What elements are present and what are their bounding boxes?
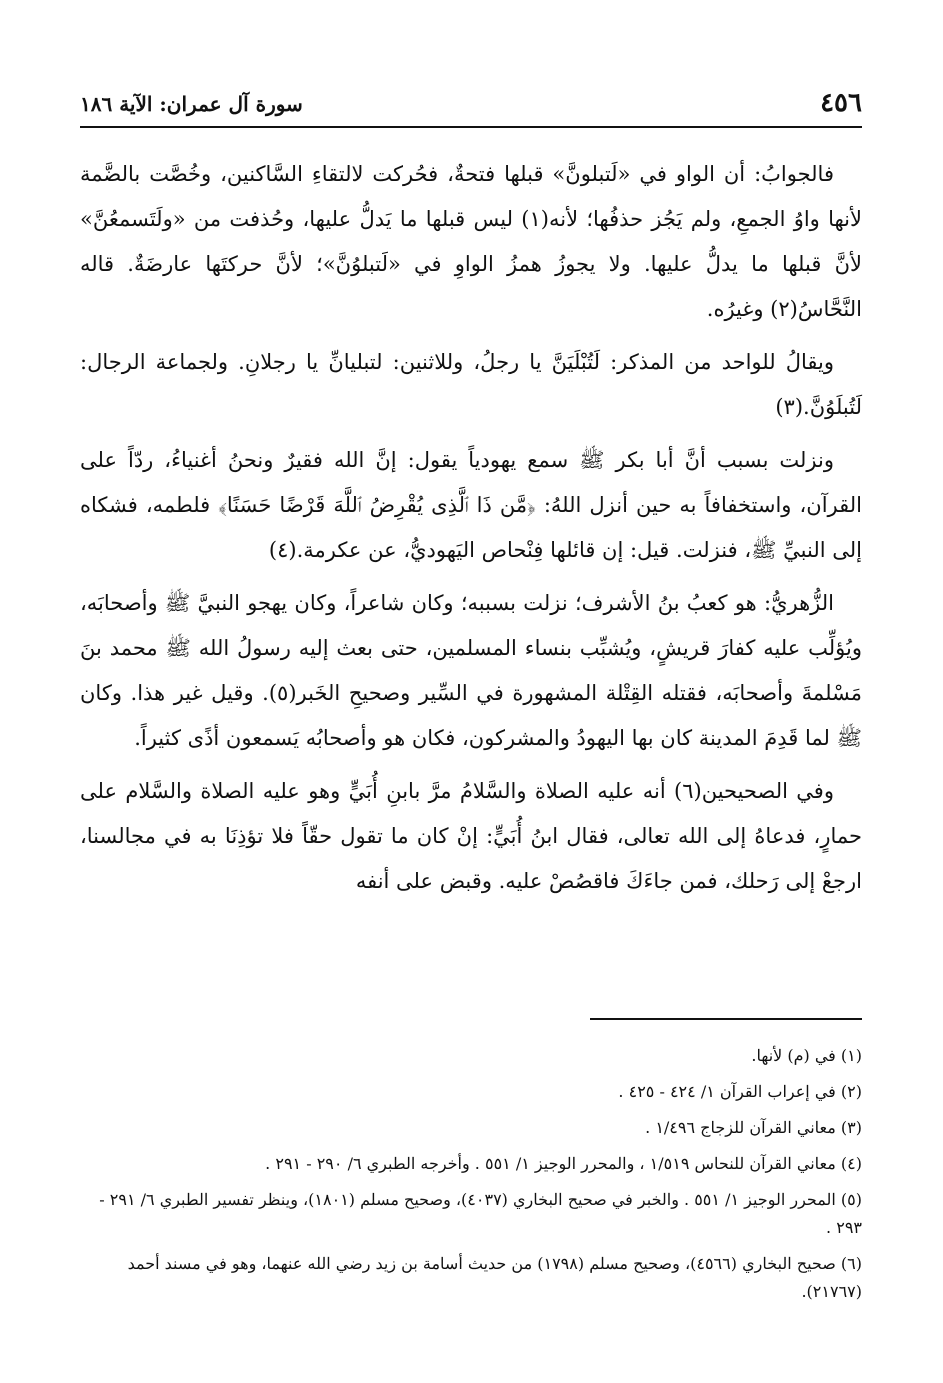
footnote-divider: [590, 1018, 862, 1020]
footnote: (١) في (م) لأنها.: [751, 1046, 862, 1065]
paragraph: فالجوابُ: أن الواو في «لَتبلونَّ» قبلها فتحةٌ، فحُركت لالتقاءِ السَّاكنين، وخُصَّت بالضَّمة لأنها واوُ الجمعِ، ولم يَجُز حذفُها؛ لأنه(١) ليس قبلها ما يَدلُّ عليها، وحُذفت من «ولَتَسمعُنَّ» لأنَّ قبلها ما يدلُّ عليها. ولا يجوزُ همزُ الواوِ في «لَتبلوُنَّ»؛ لأنَّ حركتَها عارضَةٌ. قاله النَّحَّاسُ(٢) وغيرُه.: [80, 162, 863, 321]
header-divider: [80, 126, 862, 128]
main-text: [80, 152, 862, 912]
paragraph: الزُّهريُّ: هو كعبُ بنُ الأشرف؛ نزلت بسببه؛ وكان شاعراً، وكان يهجو النبيَّ ﷺ وأصحابَه، ويُؤلِّب عليه كفارَ قريشٍ، ويُشبِّب بنساء المسلمين، حتى بعث إليه رسولُ الله ﷺ محمد بنَ مَسْلمةَ وأصحابَه، فقتله القِتْلة المشهورة في السِّير وصحيحِ الخَبر(٥). وقيل غير هذا. وكان ﷺ لما قَدِمَ المدينة كان بها اليهودُ والمشركون، فكان هو وأصحابُه يَسمعون أذًى كثيراً.: [80, 591, 863, 750]
surah-title: سورة آل عمران: الآية ١٨٦: [80, 92, 303, 116]
paragraph: وفي الصحيحين(٦) أنه عليه الصلاة والسَّلامُ مرَّ بابنِ أُبَيٍّ وهو عليه الصلاة والسَّلام على حمارٍ، فدعاهُ إلى الله تعالى، فقال ابنُ أُبَيٍّ: إنْ كان ما تقول حقّاً فلا تؤذِنَا به في مجالسنا، ارجعْ إلى رَحلك، فمن جاءَكَ فاقصُصْ عليه. وقبض على أنفه: [80, 779, 862, 893]
footnote: (٦) صحيح البخاري (٤٥٦٦)، وصحيح مسلم (١٧٩٨) من حديث أسامة بن زيد رضي الله عنهما، وهو في مسند أحمد (٢١٧٦٧).: [127, 1254, 862, 1301]
footnotes: [80, 1042, 862, 1314]
page-number: ٤٥٦: [820, 88, 862, 118]
paragraph: ونزلت بسبب أنَّ أبا بكر ﷺ سمع يهودياً يقول: إنَّ الله فقيرٌ ونحنُ أغنياءُ، ردّاً على القرآن، واستخفافاً به حين أنزل اللهُ: ﴿مَّن ذَا ٱلَّذِى يُقْرِضُ ٱللَّهَ قَرْضًا حَسَنًا﴾ فلطمه، فشكاه إلى النبيِّ ﷺ، فنزلت. قيل: إن قائلها فِنْحاص اليَهوديُّ، عن عكرمة.(٤): [80, 448, 862, 562]
footnote: (٥) المحرر الوجيز ١/ ٥٥١ . والخبر في صحيح البخاري (٤٠٣٧)، وصحيح مسلم (١٨٠١)، وينظر تفسير الطبري ٦/ ٢٩١ - ٢٩٣ .: [99, 1190, 862, 1237]
page-header: [80, 88, 862, 126]
footnote: (٣) معاني القرآن للزجاج ١/٤٩٦ .: [645, 1118, 862, 1137]
footnote: (٤) معاني القرآن للنحاس ١/٥١٩ ، والمحرر الوجيز ١/ ٥٥١ . وأخرجه الطبري ٦/ ٢٩٠ - ٢٩١ .: [265, 1154, 862, 1173]
paragraph: ويقالُ للواحد من المذكر: لَتُبْلَيَنَّ يا رجلُ، وللاثنين: لتبليانِّ يا رجلانِ. ولجماعة الرجال: لَتُبلَوُنَّ.(٣): [80, 350, 862, 419]
footnote: (٢) في إعراب القرآن ١/ ٤٢٤ - ٤٢٥ .: [618, 1082, 862, 1101]
